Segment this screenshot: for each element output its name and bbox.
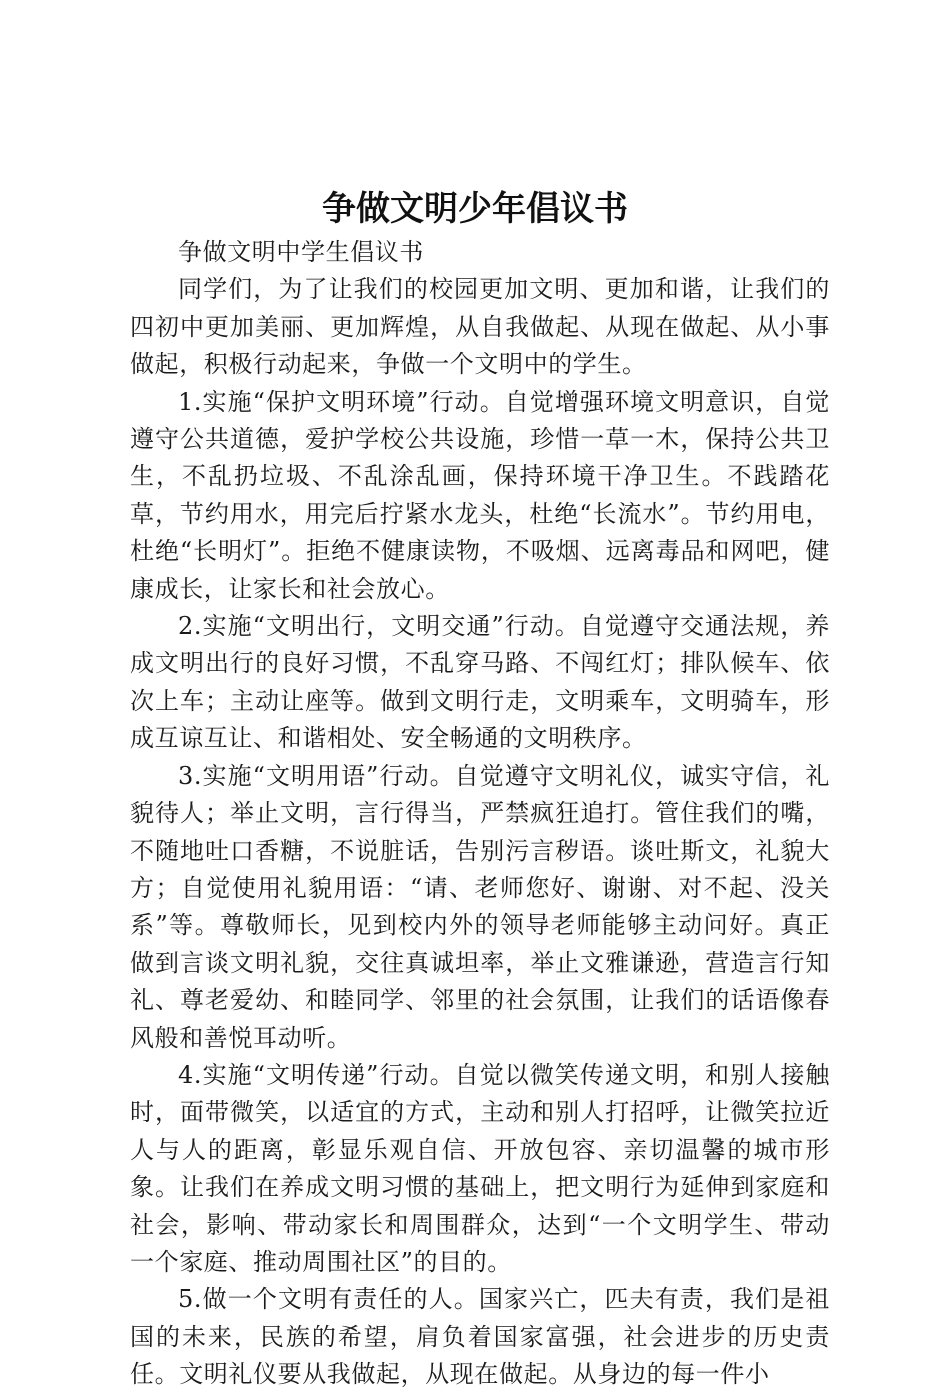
paragraph-item-2: 2.实施“文明出行，文明交通”行动。自觉遵守交通法规，养成文明出行的良好习惯，不乱穿马路、不闯红灯；排队候车、依次上车；主动让座等。做到文明行走，文明乘车，文明骑车，形成互谅互让、和谐相处、安全畅通的文明秩序。 bbox=[130, 612, 830, 753]
paragraph-item-4: 4.实施“文明传递”行动。自觉以微笑传递文明，和别人接触时，面带微笑，以适宜的方式，主动和别人打招呼，让微笑拉近人与人的距离，彰显乐观自信、开放包容、亲切温馨的城市形象。让我们在养成文明习惯的基础上，把文明行为延伸到家庭和社会，影响、带动家长和周围群众，达到“一个文明学生、带动一个家庭、推动周围社区”的目的。 bbox=[130, 1060, 830, 1276]
paragraph-subtitle: 争做文明中学生倡议书 bbox=[178, 238, 424, 266]
document-body bbox=[130, 234, 830, 1394]
document-title: 争做文明少年倡议书 bbox=[322, 189, 628, 229]
paragraph-item-3: 3.实施“文明用语”行动。自觉遵守文明礼仪，诚实守信，礼貌待人；举止文明，言行得当，严禁疯狂追打。管住我们的嘴，不随地吐口香糖，不说脏话，告别污言秽语。谈吐斯文，礼貌大方；自觉使用礼貌用语：“请、老师您好、谢谢、对不起、没关系”等。尊敬师长，见到校内外的领导老师能够主动问好。真正做到言谈文明礼貌，交往真诚坦率，举止文雅谦逊，营造言行知礼、尊老爱幼、和睦同学、邻里的社会氛围，让我们的话语像春风般和善悦耳动听。 bbox=[130, 761, 830, 1052]
paragraph-intro: 同学们，为了让我们的校园更加文明、更加和谐，让我们的四初中更加美丽、更加辉煌，从自我做起、从现在做起、从小事做起，积极行动起来，争做一个文明中的学生。 bbox=[130, 275, 830, 379]
paragraph-item-5: 5.做一个文明有责任的人。国家兴亡，匹夫有责，我们是祖国的未来，民族的希望，肩负着国家富强，社会进步的历史责任。文明礼仪要从我做起，从现在做起。从身边的每一件小 bbox=[130, 1285, 830, 1389]
paragraph-item-1: 1.实施“保护文明环境”行动。自觉增强环境文明意识，自觉遵守公共道德，爱护学校公共设施，珍惜一草一木，保持公共卫生，不乱扔垃圾、不乱涂乱画，保持环境干净卫生。不践踏花草，节约用水，用完后拧紧水龙头，杜绝“长流水”。节约用电，杜绝“长明灯”。拒绝不健康读物，不吸烟、远离毒品和网吧，健康成长，让家长和社会放心。 bbox=[130, 387, 830, 603]
